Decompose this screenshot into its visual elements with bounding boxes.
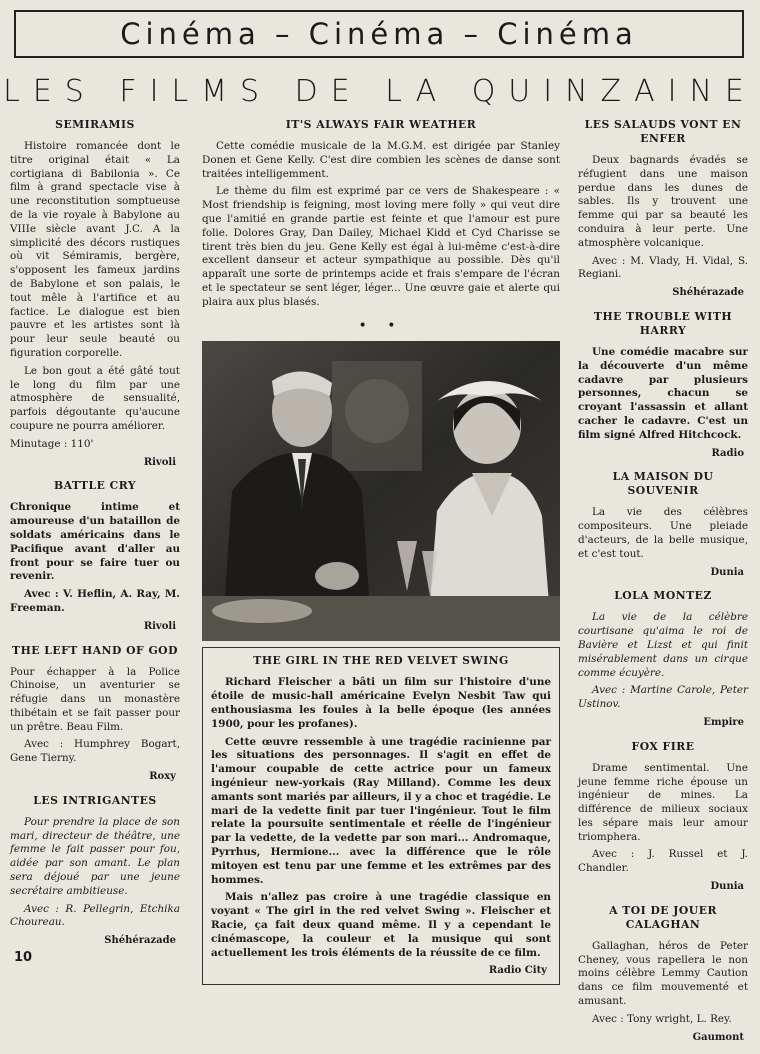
review-cast: Avec : Martine Carole, Peter Ustinov. (578, 684, 748, 711)
review-maison-du-souvenir (578, 470, 748, 579)
column-center (202, 118, 560, 985)
cinema-name: Roxy (149, 771, 176, 783)
review-text: Richard Fleischer a bâti un film sur l'histoire d'une étoile de music-hall américaine Evelyn Nesbit Taw qui enthousiasma les foules à la belle époque (les années 1900, pour les profanes). (211, 676, 551, 730)
film-still-illustration (202, 341, 560, 641)
review-heading: THE GIRL IN THE RED VELVET SWING (253, 654, 509, 668)
review-text: Drame sentimental. Une jeune femme riche épouse un ingénieur de mines. La différence de milieux sociaux les sépare mais leur amour triomphera. (578, 761, 748, 843)
review-text: La vie des célèbres compositeurs. Une pleiade d'acteurs, de la belle musique, et c'est tout. (578, 506, 748, 560)
review-text: Pour prendre la place de son mari, directeur de théâtre, une femme le fait passer pour fou, aidée par son amant. Le plan sera déjoué par une jeune secrétaire ambitieuse. (10, 815, 180, 897)
review-text: Pour échapper à la Police Chinoise, un aventurier se réfugie dans un monastère thibétain et se fait passer pour un prêtre. Beau Film. (10, 665, 180, 733)
review-heading: FOX FIRE (631, 739, 695, 753)
review-text: Gallaghan, héros de Peter Cheney, vous rapellera le non moins célèbre Lemmy Caution dans ce film mouvementé et amusant. (578, 939, 748, 1008)
review-cast: Avec : R. Pellegrin, Etchika Choureau. (10, 902, 180, 929)
review-text: Le bon gout a été gâté tout le long du film par une atmosphère de sensualité, parfois dégoutante qu'aucune coupure ne pourra améliorer. (10, 364, 180, 432)
review-cast: Avec : Humphrey Bogart, Gene Tierny. (10, 738, 180, 765)
cinema-name: Empire (703, 716, 744, 728)
review-always-fair-weather (202, 118, 560, 310)
film-still-photo (202, 341, 560, 641)
cinema-name: Shéhérazade (672, 287, 744, 299)
review-cast: Avec : Tony wright, L. Rey. (592, 1012, 732, 1025)
review-text: Le thème du film est exprimé par ce vers de Shakespeare : « Most friendship is feigning, most loving mere folly » qui veut dire que l'amitié en grande partie est feinte et que l'amour est pure folie. Dolores Gray, Dan Dailey, Michael Kidd et Cyd Charisse se tirent très bien du jeu. Gene Kelly est égal à lui-même c'est-à-dire excellent danseur et acteur sympathique au possible. Dès qu'il apparaît une sorte de printemps acide et frais s'empare de l'écran et le spectateur se sent léger, léger... Une œuvre gaie et alerte qui plaira aux plus blasés. (202, 185, 560, 308)
page-number: 10 (14, 950, 33, 965)
column-right (578, 118, 748, 1054)
cinema-name: Gaumont (692, 1031, 744, 1043)
cinema-name: Radio City (488, 965, 547, 977)
review-text: Cette œuvre ressemble à une tragédie racinienne par les situations des personnages. Il s'agit en effet de l'amour coupable de cette actrice pour un fameux ingénieur new-yorkais (Ray Milland). Comme les deux amants sont mariés par ailleurs, il y a choc et tragédie. Le mari de la vedette finit par tuer l'ingénieur. Tout le film relate la poursuite sentimentale et réelle de l'ingénieur par la vedette, de la vedette par son mari... Andromaque, Pyrrhus, Hermione... avec la différence que le rôle mitoyen est tenu par une femme et les extrêmes par des hommes. (211, 735, 551, 886)
review-cast: Avec : M. Vlady, H. Vidal, S. Regiani. (578, 254, 748, 281)
cinema-name: Dunia (710, 566, 744, 578)
cinema-name: Radio (711, 447, 744, 459)
review-heading: LES INTRIGANTES (33, 793, 157, 807)
review-heading: SEMIRAMIS (55, 118, 135, 131)
review-calaghan (578, 904, 748, 1045)
review-heading: THE LEFT HAND OF GOD (12, 643, 178, 657)
review-girl-red-velvet-swing (202, 647, 560, 985)
review-heading: BATTLE CRY (53, 479, 137, 493)
cinema-name: Shéhérazade (104, 935, 176, 947)
review-semiramis (10, 118, 180, 469)
review-runtime: Minutage : 110' (10, 437, 94, 450)
review-text: Cette comédie musicale de la M.G.M. est dirigée par Stanley Donen et Gene Kelly. C'est dire combien les scènes de danse sont traitées intelligemment. (202, 140, 560, 180)
review-heading: A TOI DE JOUER CALAGHAN (609, 903, 717, 931)
masthead: Cinéma – Cinéma – Cinéma (14, 10, 744, 58)
review-salauds (578, 118, 748, 300)
review-text: Histoire romancée dont le titre original était « La cortigiana di Babilonia ». Ce film à grand spectacle vise à une reconstitution somptueuse de la vie royale à Babylone au VIIIe siècle avant J.C. A la simplicité des décors rustiques où vit Sémiramis, bergère, s'opposent les fameux jardins de Babylone et son palais, le tout mêle à l'artifice et au factice. Le dialogue est bien pauvre et les artistes sont là pour leur seule beauté ou figuration corporelle. (10, 140, 180, 359)
review-text: Chronique intime et amoureuse d'un bataillon de soldats américains dans le Pacifique avant d'aller au front pour se faire tuer ou revenir. (10, 501, 180, 583)
review-cast: Avec : V. Heflin, A. Ray, M. Freeman. (10, 588, 180, 614)
review-battle-cry (10, 479, 180, 633)
page-title: LES FILMS DE LA QUINZAINE (3, 74, 757, 109)
cinema-name: Rivoli (143, 620, 176, 632)
review-text: Mais n'allez pas croire à une tragédie classique en voyant « The girl in the red velvet Swing ». Fleischer et Racie, ça fait deux quand même. Il y a cependant le cinémascope, la couleur et la musique qui sont actuellement les trois éléments de la réussite de ce film. (211, 891, 551, 959)
review-fox-fire (578, 740, 748, 894)
review-text: La vie de la célèbre courtisane qu'aima le roi de Bavière et Lizst et qui finit misérablement dans un cirque comme écuyère. (578, 611, 748, 679)
column-left (10, 118, 180, 958)
cinema-name: Dunia (710, 881, 744, 893)
review-lola-montez (578, 589, 748, 729)
review-text: Deux bagnards évadés se réfugient dans une maison perdue dans les dunes de sables. Ils y trouvent une femme qui par sa beauté les conduira à leur perte. Une atmosphère volcanique. (578, 154, 748, 249)
review-text: Une comédie macabre sur la découverte d'un même cadavre par plusieurs personnes, chacun se croyant l'assassin et allant cacher le cadavre. C'est un film signé Alfred Hitchcock. (578, 345, 748, 441)
review-heading: LOLA MONTEZ (614, 589, 712, 603)
review-trouble-with-harry (578, 310, 748, 460)
review-left-hand-of-god (10, 644, 180, 784)
review-heading: LES SALAUDS VONT EN ENFER (584, 118, 742, 145)
review-cast: Avec : J. Russel et J. Chandler. (578, 848, 748, 875)
cinema-name: Rivoli (143, 456, 176, 468)
review-heading: IT'S ALWAYS FAIR WEATHER (285, 118, 477, 131)
separator-dots: • • (358, 317, 404, 334)
review-heading: LA MAISON DU SOUVENIR (612, 470, 714, 498)
review-intrigantes (10, 794, 180, 948)
review-heading: THE TROUBLE WITH HARRY (593, 309, 733, 337)
